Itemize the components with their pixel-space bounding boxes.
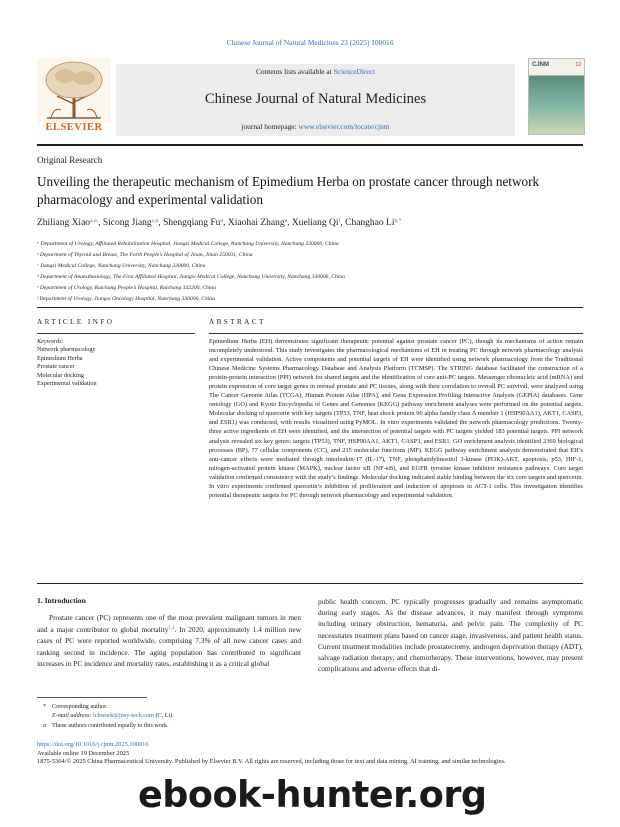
affiliation: ᵃ Department of Urology, Affiliated Rehabilitation Hospital, Jiangxi Medical College, Nanchang University, Nanchang 330000, China [37, 241, 339, 247]
abstract-heading: ABSTRACT [209, 318, 266, 326]
abstract-text: Epimedium Herba (EH) demonstrates significant therapeutic potential against prostate cancer (PC), though its mechanisms of action remain incompletely understood. This study investigates the pharmacological mechanisms of EH in treating PC through network pharmacology analysis and experimental validation. Active components and potential targets of EH were identified using network pharmacology from the Traditional Chinese Medicine Systems Pharmacology Database and Analysis Platform (TCMSP). The STRING database facilitated the construction of a protein-protein interaction (PPI) network for shared targets and the identification of core anti-PC targets. Messenger ribonucleic acid (mRNA) and protein expression of core target genes in normal prostate and PC tissues, along with their correlation to overall PC survival, were analyzed using The Cancer Genome Atlas (TCGA), Human Protein Atlas (HPA), and Gene Expression Profiling Interactive Analysis (GEPIA) databases. Gene ontology (GO) and Kyoto Encyclopedia of Genes and Genomes (KEGG) pathway enrichment analyses were performed on the potential targets. Molecular docking of quercetin with key targets (TP53, TNF, heat shock protein 90 alpha family class A member 1 (HSP90AA1), AKT1, CASP3, and ESR1) was conducted, with results visualized using PyMOL. In vitro experiments validated the network pharmacology predictions. Twenty-three active ingredients of EH were identified, and the intersection of potential targets with PC targets yielded 183 potential targets. PPI network analysis revealed six key genes: targets (TP53), TNF, HSP90AA1, AKT1, CASP3, and ESR1. GO enrichment analysis identified 2369 biological processes (BP), 77 cellular components (CC), and 215 molecular functions (MF). KEGG pathway enrichment analysis demonstrated that EH’s anti-cancer effects were mediated through interleukin-17 (IL-17), TNF, phosphatidylinositol 3-kinase (PI3K)-AKT, apoptosis, p53, HIF-1, mitogen-activated protein kinase (MAPK), nuclear factor κB (NF-κB), and EGFR tyrosine kinase inhibitor resistance pathways. Core target validation confirmed consistency with the study’s findings. Molecular docking indicated stable binding between the six core targets and quercetin. In vitro experiments confirmed quercetin’s inhibition of proliferation and induction of apoptosis in ACT-1 cells. This investigation identifies potential therapeutic targets for PC through network pharmacology and experimental validation. [209, 338, 583, 499]
intro-text: . In 2020, approximately 1.4 million new cases of PC were reported worldwide, comprising 7.3% of all new cancer cases and ranking second in incidence. The aging population has contributed to significant increases in PC incidence and mortality rates, establishing it as a critical global [37, 625, 301, 668]
author[interactable] [292, 218, 341, 228]
article-info-heading: ARTICLE INFO [37, 318, 115, 326]
author-affiliation-mark[interactable]: c,ɑ [151, 218, 159, 224]
publication-info [37, 741, 583, 767]
introduction-heading: 1. Introduction [37, 596, 86, 605]
citation-link[interactable]: 1,2 [168, 626, 175, 632]
author[interactable] [345, 218, 401, 228]
keyword: Prostate cancer [37, 363, 75, 371]
footnote-mark: ɑ [42, 721, 47, 729]
footnote-text: Corresponding author. [52, 703, 108, 710]
homepage-line [116, 122, 515, 131]
affiliation: ᵈ Department of Anaesthesiology, The First Affiliated Hospital, Jiangxi Medical College, Nanchang University, Nanchang 330006, China [37, 274, 345, 280]
footnote-text: These authors contributed equally to this work. [52, 721, 169, 729]
contents-line [116, 67, 515, 76]
author-name: Xueliang Qi [291, 218, 339, 228]
homepage-prefix: journal homepage: [241, 122, 299, 131]
elsevier-tree-icon [37, 58, 111, 122]
copyright-notice: 1875-5364/© 2025 China Pharmaceutical University. Published by Elsevier B.V. All rights are reserved, including those for text and data mining, AI training, and similar technologies. [37, 758, 506, 766]
doi-link[interactable]: https://doi.org/10.1016/j.cjnm.2025.100016 [37, 741, 149, 748]
homepage-link[interactable]: www.elsevier.com/locate/cjnm [298, 122, 390, 131]
affiliation: ᵇ Department of Thyroid and Breast, The Forth People’s Hospital of Jinan, Jinan 250031, China [37, 252, 253, 258]
keywords-label: Keywords: [37, 338, 64, 345]
article-info-rule [37, 333, 195, 334]
introduction-right-column: public health concern. PC typically progresses gradually and remains asymptomatic during early stages. As the disease advances, it may manifest through symptoms including urinary obstruction, hematuria, and pelvic pain. The complexity of PC necessitates treatment plans based on cancer stage, invasiveness, and patient health status. Current treatment modalities include prostatectomy, androgen deprivation therapy (ADT), salvage radiation therapy, and chemotherapy. These interventions, however, may present complications and adverse effects that di- [318, 597, 583, 674]
journal-banner [37, 58, 583, 138]
watermark: ebook-hunter.org [138, 773, 487, 816]
keyword: Molecular docking [37, 371, 84, 379]
affiliation: ᶜ Jiangxi Medical College, Nanchang University, Nanchang 330000, China [37, 263, 206, 269]
journal-info-band [116, 64, 515, 136]
author[interactable] [228, 218, 287, 228]
email-suffix: (C. Li). [153, 712, 174, 720]
email-link[interactable]: lchwork@jnsy-tech.com [93, 712, 154, 720]
abstract-rule [209, 333, 583, 334]
author-name: Changhao Li [345, 218, 395, 228]
abstract-end-divider [37, 583, 583, 584]
footnote-divider [37, 697, 147, 698]
author-affiliation-mark[interactable]: a,ɑ, [90, 218, 99, 224]
email-label: E-mail address: [52, 712, 94, 720]
running-head[interactable]: Chinese Journal of Natural Medicines 23 (2025) 100016 [226, 38, 394, 47]
author-name: Shengqiang Fu [163, 218, 221, 228]
cover-title: CJNM [532, 62, 550, 68]
author[interactable] [103, 218, 159, 228]
footnotes [37, 702, 337, 730]
contents-prefix: Contents lists available at [255, 67, 334, 76]
author-list: Zhiliang Xiao$^{a,ɑ,}$, Sicong Jiang$^{c,ɑ}$, Shengqiang Fu$^d$, Xiaohai Zhang$^e$, Xueliang Qi$^f$, Changhao $Li^{b,*}$ [37, 218, 402, 228]
elsevier-logo [37, 58, 111, 138]
sciencedirect-link[interactable]: ScienceDirect [333, 67, 376, 76]
article-title: Unveiling the therapeutic mechanism of Epimedium Herba on prostate cancer through network pharmacology and experimental validation [37, 174, 540, 207]
affiliation: ᵉ Department of Urology, Ruichang People’s Hospital, Ruichang 332200, China [37, 285, 216, 291]
affiliations-divider [37, 307, 583, 308]
header-divider [37, 144, 583, 146]
keywords-block [37, 338, 197, 388]
journal-title: Chinese Journal of Natural Medicines [204, 91, 427, 107]
elsevier-wordmark: ELSEVIER [45, 122, 103, 133]
author-affiliation-mark[interactable]: f [338, 218, 341, 224]
author-name: Xiaohai Zhang [227, 218, 285, 228]
author-affiliation-mark[interactable]: e [284, 218, 288, 224]
keyword: Epimedium Herba [37, 354, 83, 362]
footnote-mark: * [42, 703, 47, 710]
footnote-corresponding [37, 702, 337, 711]
journal-cover-thumbnail[interactable] [528, 58, 585, 135]
available-online: Available online 19 December 2025 [37, 749, 130, 757]
keyword: Network pharmacology [37, 346, 96, 354]
footnote-email [37, 711, 337, 720]
cover-number: 12 [575, 62, 581, 68]
author-name: Zhiliang Xiao [37, 218, 91, 228]
author-affiliation-mark[interactable]: b,* [394, 218, 402, 224]
author[interactable] [163, 218, 223, 228]
introduction-left-column [37, 612, 301, 669]
keyword: Experimental validation [37, 380, 97, 388]
author[interactable] [37, 218, 98, 228]
author-name: Sicong Jiang [102, 218, 152, 228]
affiliation: ᶠ Department of Urology, Jiangxi Oncology Hospital, Nanchang 330000, China [37, 296, 215, 302]
author-affiliation-mark[interactable]: d [220, 218, 224, 224]
intro-text: Prostate cancer (PC) represents one of the most prevalent malignant tumors in men and a major contributor to global mortality [37, 613, 301, 635]
affiliation-list [37, 239, 583, 305]
footnote-equal-contribution [37, 721, 337, 730]
article-type: Original Research [37, 155, 103, 165]
